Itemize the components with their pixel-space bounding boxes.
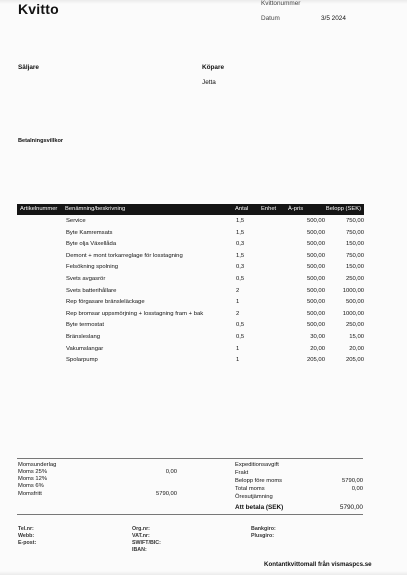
table-row bbox=[17, 228, 364, 240]
amount-before-vat-value: 5790,00 bbox=[342, 478, 363, 484]
item-quantity: 1 bbox=[236, 345, 240, 352]
table-row bbox=[17, 344, 364, 356]
item-amount: 205,00 bbox=[345, 357, 364, 364]
description-header: Benämning/beskrivning bbox=[65, 206, 126, 212]
item-description: Service bbox=[66, 218, 86, 224]
item-amount: 20,00 bbox=[349, 345, 364, 352]
item-description: Svets avgasrör bbox=[66, 275, 106, 282]
item-description: Svets batterihållare bbox=[66, 287, 117, 294]
item-quantity: 0,5 bbox=[236, 275, 245, 282]
vat-free-value: 5790,00 bbox=[156, 491, 177, 497]
shipping-label: Frakt bbox=[235, 470, 249, 476]
payment-terms-label: Betalningsvillkor bbox=[18, 138, 64, 144]
item-unit-price: 500,00 bbox=[306, 310, 325, 317]
item-amount: 750,00 bbox=[345, 252, 364, 259]
article-number-header: Artikelnummer bbox=[20, 206, 58, 212]
unit-price-header: À-pris bbox=[288, 206, 304, 212]
plusgiro-label: Plusgiro: bbox=[251, 533, 274, 539]
amount-due-value: 5790,00 bbox=[339, 504, 363, 511]
vat-free-label: Momsfritt bbox=[18, 491, 42, 497]
receipt-title: Kvitto bbox=[18, 1, 59, 17]
item-description: Bränsleslang bbox=[66, 333, 101, 340]
item-unit-price: 500,00 bbox=[306, 264, 325, 271]
item-quantity: 1,5 bbox=[236, 229, 245, 236]
item-amount: 150,00 bbox=[345, 264, 364, 271]
item-amount: 750,00 bbox=[345, 229, 364, 236]
iban-label: IBAN: bbox=[132, 547, 147, 553]
date-label: Datum bbox=[261, 15, 280, 22]
item-amount: 250,00 bbox=[345, 322, 364, 329]
total-vat-label: Total moms bbox=[235, 486, 265, 492]
table-row bbox=[17, 239, 364, 251]
item-amount: 1000,00 bbox=[342, 310, 364, 317]
item-unit-price: 20,00 bbox=[310, 345, 325, 352]
item-quantity: 1,5 bbox=[236, 252, 245, 259]
table-row bbox=[17, 216, 364, 228]
item-description: Vakumslangar bbox=[66, 345, 104, 352]
item-unit-price: 500,00 bbox=[306, 241, 325, 248]
item-quantity: 0,5 bbox=[236, 322, 245, 329]
item-unit-price: 500,00 bbox=[306, 322, 325, 329]
scan-shadow-top bbox=[0, 0, 407, 4]
table-row bbox=[17, 309, 364, 321]
item-unit-price: 500,00 bbox=[306, 218, 325, 224]
item-amount: 15,00 bbox=[349, 333, 364, 340]
receipt-number-label: Kvittonummer bbox=[261, 0, 301, 7]
email-label: E-post: bbox=[18, 540, 37, 546]
item-description: Felsökning spolning bbox=[66, 264, 119, 271]
scan-shadow-bottom bbox=[0, 571, 407, 575]
item-quantity: 0,3 bbox=[236, 264, 245, 271]
item-amount: 500,00 bbox=[345, 299, 364, 306]
table-row bbox=[17, 251, 364, 263]
vat-number-label: VAT.nr: bbox=[132, 533, 150, 539]
web-label: Webb: bbox=[18, 533, 35, 539]
item-description: Rep bromsar uppsmörjning + losstagning fram + bak bbox=[66, 310, 204, 317]
item-amount: 1000,00 bbox=[342, 287, 364, 294]
items-table-header bbox=[17, 204, 364, 215]
total-vat-value: 0,00 bbox=[351, 486, 363, 492]
item-description: Spolarpump bbox=[66, 357, 98, 364]
vat-25-value: 0,00 bbox=[165, 469, 177, 475]
template-credit: Kontantkvittomall från vismaspcs.se bbox=[264, 561, 372, 568]
date-value: 3/5 2024 bbox=[321, 15, 346, 22]
item-description: Demont + mont torkarreglage för losstagning bbox=[66, 252, 183, 259]
item-unit-price: 500,00 bbox=[306, 287, 325, 294]
table-row bbox=[17, 332, 364, 344]
item-quantity: 1 bbox=[236, 299, 240, 306]
table-row bbox=[17, 286, 364, 298]
item-description: Byte olja Växellåda bbox=[66, 241, 117, 248]
quantity-header: Antal bbox=[235, 206, 249, 212]
summary-divider bbox=[17, 458, 363, 459]
swift-bic-label: SWIFT/BIC: bbox=[132, 540, 161, 546]
item-unit-price: 30,00 bbox=[310, 333, 325, 340]
item-quantity: 1,5 bbox=[236, 218, 245, 224]
item-quantity: 2 bbox=[236, 310, 240, 317]
vat-base-label: Momsunderlag bbox=[18, 462, 57, 468]
phone-label: Tel.nr: bbox=[18, 526, 34, 532]
table-row bbox=[17, 355, 364, 367]
amount-header: Belopp (SEK) bbox=[325, 206, 361, 212]
table-row bbox=[17, 297, 364, 309]
item-description: Rep förgasare bränsleläckage bbox=[66, 299, 145, 306]
buyer-label: Köpare bbox=[202, 64, 225, 71]
amount-before-vat-label: Belopp före moms bbox=[235, 478, 283, 484]
amount-due-label: Att betala (SEK) bbox=[235, 504, 284, 511]
buyer-name: Jetta bbox=[202, 79, 216, 86]
footer-divider bbox=[17, 514, 363, 515]
seller-label: Säljare bbox=[18, 64, 39, 71]
item-quantity: 2 bbox=[236, 287, 240, 294]
org-number-label: Org.nr: bbox=[132, 526, 150, 532]
unit-header: Enhet bbox=[261, 206, 277, 212]
item-amount: 250,00 bbox=[345, 275, 364, 282]
table-row bbox=[17, 320, 364, 332]
vat-25-label: Moms 25% bbox=[18, 469, 47, 475]
items-table-body bbox=[17, 216, 364, 367]
table-row bbox=[17, 274, 364, 286]
item-description: Byte termostat bbox=[66, 322, 104, 329]
rounding-label: Öresutjämning bbox=[235, 494, 273, 500]
item-unit-price: 500,00 bbox=[306, 275, 325, 282]
handling-fee-label: Expeditionsavgift bbox=[235, 462, 279, 468]
item-unit-price: 500,00 bbox=[306, 299, 325, 306]
item-amount: 150,00 bbox=[345, 241, 364, 248]
item-quantity: 0,5 bbox=[236, 333, 245, 340]
item-quantity: 1 bbox=[236, 357, 240, 364]
item-amount: 750,00 bbox=[345, 218, 364, 224]
bankgiro-label: Bankgiro: bbox=[251, 526, 276, 532]
item-unit-price: 500,00 bbox=[306, 229, 325, 236]
vat-6-label: Moms 6% bbox=[18, 483, 44, 489]
table-row bbox=[17, 262, 364, 274]
vat-12-label: Moms 12% bbox=[18, 476, 47, 482]
item-unit-price: 500,00 bbox=[306, 252, 325, 259]
item-description: Byte Kamremsats bbox=[66, 229, 113, 236]
item-unit-price: 205,00 bbox=[306, 357, 325, 364]
item-quantity: 0,3 bbox=[236, 241, 245, 248]
